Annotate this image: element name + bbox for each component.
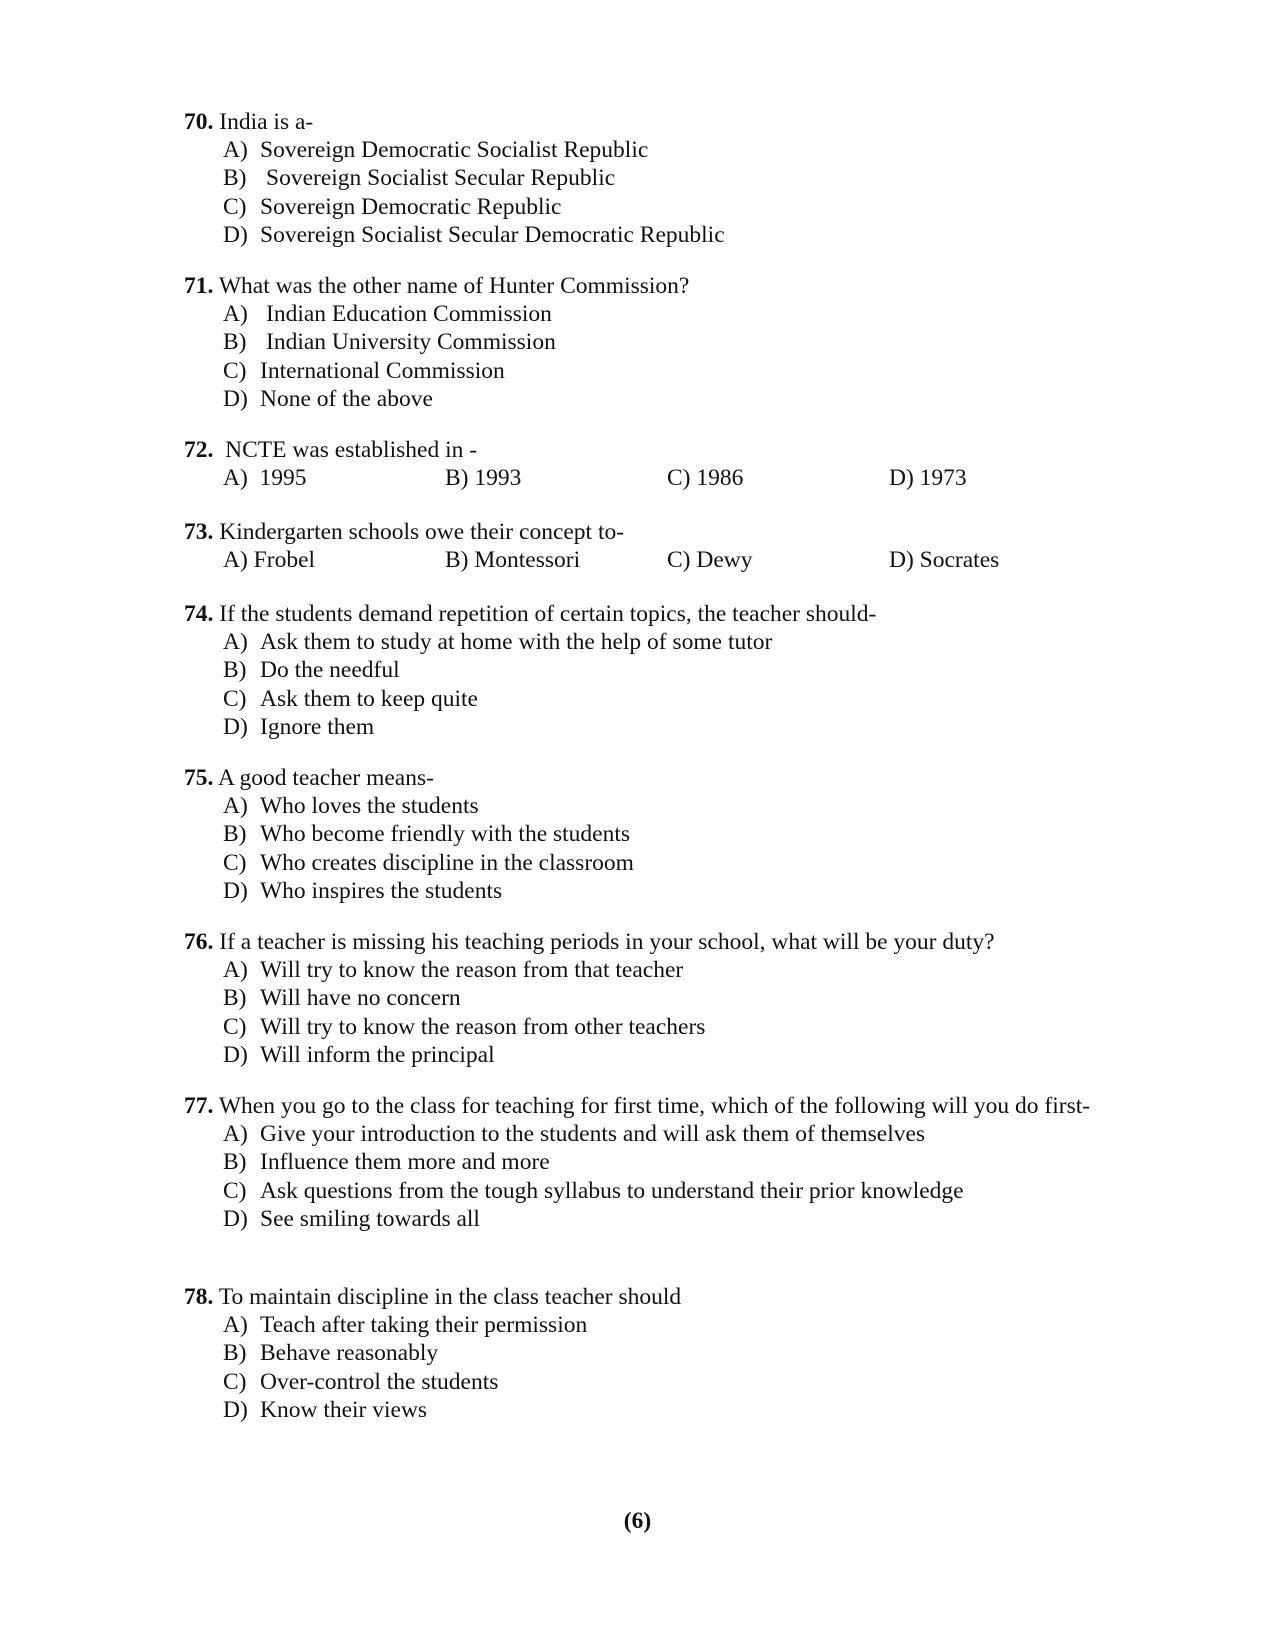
option-text: Over-control the students	[260, 1368, 499, 1395]
question-71	[184, 272, 1115, 413]
option-a	[223, 1311, 1115, 1339]
option-label: C)	[223, 685, 247, 712]
option-b	[223, 656, 1115, 684]
question-stem	[184, 928, 1115, 956]
option-a	[223, 1120, 1115, 1148]
option-label: D)	[223, 221, 248, 248]
option-label: A)	[223, 629, 248, 655]
option-c	[223, 193, 1115, 221]
option-text: Sovereign Democratic Socialist Republic	[260, 137, 649, 163]
option-label: B)	[445, 547, 469, 573]
option-label: C)	[223, 1013, 247, 1040]
option-label: A)	[223, 1312, 248, 1338]
option-label: A)	[223, 301, 248, 327]
options-list	[223, 1311, 1115, 1424]
question-72	[184, 436, 1115, 492]
question-74	[184, 600, 1115, 741]
option-text: Teach after taking their permission	[260, 1312, 588, 1338]
option-label: C)	[223, 849, 247, 876]
question-number: 72.	[184, 437, 214, 463]
page-number: (6)	[623, 1508, 652, 1534]
option-d	[223, 385, 1115, 413]
option-d	[223, 1205, 1115, 1233]
option-d	[889, 464, 1111, 492]
option-text: Will try to know the reason from other teachers	[260, 1013, 706, 1040]
option-a	[223, 300, 1115, 328]
option-text: Indian Education Commission	[266, 301, 552, 327]
question-text: India is a-	[219, 109, 314, 135]
option-c	[223, 1177, 1115, 1205]
option-label: C)	[223, 357, 247, 384]
question-number: 73.	[184, 519, 214, 545]
option-label: C)	[667, 547, 691, 573]
option-c	[223, 685, 1115, 713]
question-text: A good teacher means-	[217, 765, 434, 791]
option-label: B)	[223, 1149, 247, 1176]
question-stem	[184, 1092, 1115, 1120]
question-76	[184, 928, 1115, 1069]
option-label: D)	[223, 713, 248, 740]
option-c	[223, 357, 1115, 385]
option-label: B)	[223, 985, 247, 1012]
options-list	[223, 956, 1115, 1069]
option-label: B)	[223, 165, 247, 192]
question-text: If the students demand repetition of certain topics, the teacher should-	[219, 601, 877, 627]
option-text: Who inspires the students	[260, 877, 503, 904]
question-text: When you go to the class for teaching for first time, which of the following will you do first-	[218, 1093, 1091, 1119]
option-label: B)	[223, 1340, 247, 1367]
option-text: Sovereign Socialist Secular Republic	[266, 165, 616, 192]
question-stem	[184, 436, 1115, 464]
option-label: C)	[223, 1368, 247, 1395]
question-70	[184, 108, 1115, 249]
option-label: A)	[223, 465, 248, 491]
question-number: 71.	[184, 273, 214, 299]
option-text: None of the above	[260, 385, 433, 412]
option-a	[223, 956, 1115, 984]
option-label: D)	[223, 385, 248, 412]
option-text: Sovereign Socialist Secular Democratic Republic	[260, 221, 725, 248]
option-label: B)	[223, 329, 247, 356]
option-label: B)	[445, 465, 469, 491]
option-text: Know their views	[260, 1396, 428, 1423]
option-label: A)	[223, 957, 248, 983]
question-text: To maintain discipline in the class teacher should	[218, 1284, 682, 1310]
question-75	[184, 764, 1115, 905]
option-text: Ask them to study at home with the help of some tutor	[260, 629, 773, 655]
options-list	[223, 300, 1115, 413]
question-number: 77.	[184, 1093, 214, 1119]
option-d	[223, 877, 1115, 905]
option-a	[223, 464, 445, 492]
option-text: 1993	[474, 465, 522, 491]
question-text: Kindergarten schools owe their concept to-	[219, 519, 625, 545]
option-label: A)	[223, 793, 248, 819]
option-b	[223, 1148, 1115, 1176]
question-73	[184, 518, 1115, 574]
option-label: D)	[223, 1396, 248, 1423]
option-text: Will inform the principal	[260, 1041, 495, 1068]
option-b	[223, 164, 1115, 192]
option-d	[223, 1041, 1115, 1069]
option-label: D)	[223, 1041, 248, 1068]
option-label: C)	[667, 465, 691, 491]
option-text: Socrates	[919, 547, 1000, 573]
option-a	[223, 546, 445, 574]
option-d	[223, 221, 1115, 249]
option-text: Who loves the students	[260, 793, 479, 819]
question-stem	[184, 518, 1115, 546]
option-text: Sovereign Democratic Republic	[260, 193, 562, 220]
question-text: What was the other name of Hunter Commission?	[218, 273, 690, 299]
option-a	[223, 136, 1115, 164]
question-stem	[184, 272, 1115, 300]
option-text: Give your introduction to the students and will ask them of themselves	[260, 1121, 926, 1147]
option-b	[223, 328, 1115, 356]
options-row	[223, 546, 1115, 574]
option-label: A)	[223, 547, 248, 573]
option-text: Who become friendly with the students	[260, 821, 631, 848]
options-row	[223, 464, 1115, 492]
option-c	[223, 1368, 1115, 1396]
option-label: D)	[223, 877, 248, 904]
option-d	[223, 713, 1115, 741]
option-c	[667, 464, 889, 492]
option-text: 1973	[919, 465, 967, 491]
option-c	[223, 849, 1115, 877]
option-label: D)	[223, 1205, 248, 1232]
option-text: Will try to know the reason from that teacher	[260, 957, 684, 983]
option-b	[223, 984, 1115, 1012]
option-label: B)	[223, 657, 247, 684]
option-text: 1986	[696, 465, 744, 491]
question-number: 75.	[184, 765, 214, 791]
option-text: Who creates discipline in the classroom	[260, 849, 634, 876]
option-b	[445, 546, 667, 574]
question-text: NCTE was established in -	[225, 437, 478, 463]
option-label: C)	[223, 193, 247, 220]
option-b	[223, 820, 1115, 848]
question-number: 74.	[184, 601, 214, 627]
option-text: See smiling towards all	[260, 1205, 480, 1232]
options-list	[223, 1120, 1115, 1233]
option-label: B)	[223, 821, 247, 848]
question-stem	[184, 600, 1115, 628]
question-stem	[184, 1283, 1115, 1311]
question-number: 78.	[184, 1284, 214, 1310]
question-78	[184, 1283, 1115, 1424]
option-label: D)	[889, 547, 914, 573]
question-number: 70.	[184, 109, 214, 135]
options-list	[223, 628, 1115, 741]
option-text: International Commission	[260, 357, 505, 384]
question-number: 76.	[184, 929, 214, 955]
option-text: Frobel	[253, 547, 316, 573]
option-d	[889, 546, 1111, 574]
option-c	[223, 1013, 1115, 1041]
option-a	[223, 792, 1115, 820]
option-a	[223, 628, 1115, 656]
question-77	[184, 1092, 1115, 1233]
option-d	[223, 1396, 1115, 1424]
option-label: C)	[223, 1177, 247, 1204]
option-label: A)	[223, 137, 248, 163]
option-text: Dewy	[696, 547, 753, 573]
option-text: Indian University Commission	[266, 329, 556, 356]
option-b	[445, 464, 667, 492]
option-text: 1995	[259, 465, 307, 491]
question-stem	[184, 108, 1115, 136]
question-text: If a teacher is missing his teaching periods in your school, what will be your duty?	[219, 929, 995, 955]
option-text: Ask questions from the tough syllabus to understand their prior knowledge	[260, 1177, 964, 1204]
option-text: Influence them more and more	[260, 1149, 550, 1176]
option-b	[223, 1339, 1115, 1367]
option-text: Ask them to keep quite	[260, 685, 478, 712]
options-list	[223, 792, 1115, 905]
option-text: Montessori	[474, 547, 581, 573]
option-c	[667, 546, 889, 574]
option-text: Ignore them	[260, 713, 375, 740]
options-list	[223, 136, 1115, 249]
option-text: Do the needful	[260, 657, 400, 684]
option-text: Behave reasonably	[260, 1340, 439, 1367]
option-label: D)	[889, 465, 914, 491]
option-label: A)	[223, 1121, 248, 1147]
question-stem	[184, 764, 1115, 792]
option-text: Will have no concern	[260, 985, 461, 1012]
